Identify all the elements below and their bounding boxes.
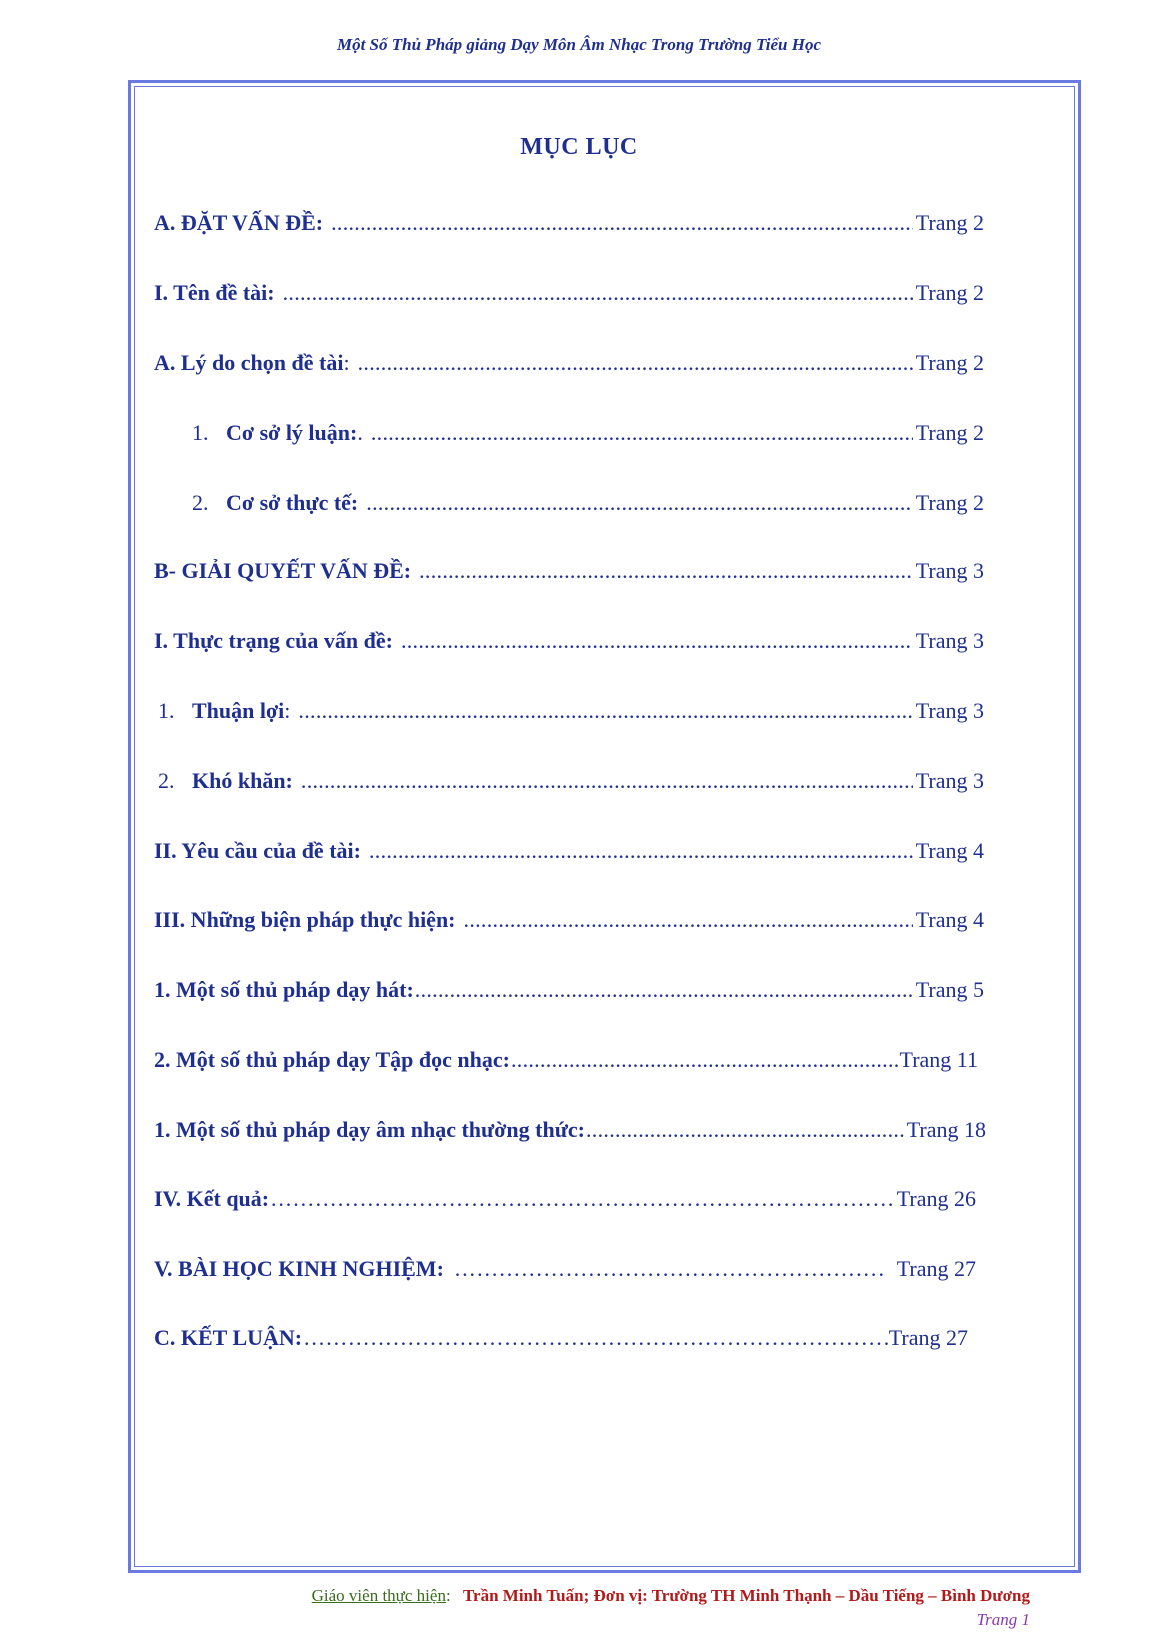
toc-leader-dots	[331, 210, 913, 236]
toc-entry-page: Trang 27	[896, 1256, 976, 1281]
toc-entry[interactable]	[154, 558, 984, 590]
toc-entry-label: I. Thực trạng của vấn đề:	[154, 628, 393, 653]
footer-value: Trần Minh Tuấn; Đơn vị: Trường TH Minh Thạnh – Dầu Tiếng – Bình Dương	[462, 1586, 1030, 1605]
toc-leader-dots	[358, 350, 913, 376]
toc-entry[interactable]	[192, 420, 984, 452]
toc-entry-page: Trang 3	[915, 628, 984, 653]
document-header-title: Một Số Thủ Pháp giảng Dạy Môn Âm Nhạc Trong Trường Tiểu Học	[336, 35, 822, 54]
toc-entry[interactable]	[154, 1325, 968, 1357]
toc-entry-label: I. Tên đề tài:	[154, 280, 275, 305]
toc-entry-page: Trang 18	[906, 1117, 986, 1142]
toc-entry[interactable]	[158, 698, 984, 730]
toc-entry-page: Trang 2	[915, 350, 984, 375]
toc-entry-label: Cơ sở thực tế:	[226, 490, 359, 515]
toc-entry-label: Cơ sở lý luận:	[226, 420, 358, 445]
toc-leader-dots	[298, 698, 912, 724]
toc-leader-dots	[366, 490, 912, 516]
toc-entry[interactable]	[154, 1047, 978, 1079]
toc-entry-label: II. Yêu cầu của đề tài:	[154, 838, 361, 863]
toc-entry-label: A. Lý do chọn đề tài	[154, 350, 344, 375]
toc-entry-label: III. Những biện pháp thực hiện:	[154, 907, 456, 932]
toc-entry-page: Trang 2	[915, 490, 984, 515]
toc-leader-dots	[511, 1047, 899, 1073]
footer-author-line	[312, 1586, 1030, 1606]
toc-entry-page: Trang 5	[915, 977, 984, 1002]
toc-entry-label: Thuận lợi	[192, 698, 285, 723]
toc-entry[interactable]	[154, 1186, 976, 1218]
toc-leader-dots	[283, 280, 913, 306]
toc-leader-dots	[419, 558, 913, 584]
toc-entry-page: Trang 2	[915, 280, 984, 305]
toc-entry-number: 1.	[192, 420, 209, 445]
toc-entry-page: Trang 4	[915, 838, 984, 863]
toc-entry[interactable]	[158, 768, 984, 800]
toc-entry-label: 2. Một số thủ pháp dạy Tập đọc nhạc:	[154, 1047, 510, 1072]
toc-leader-dots	[301, 768, 913, 794]
toc-entry-number: 2.	[158, 768, 175, 793]
toc-leader-dots	[415, 977, 915, 1003]
footer-page-number: Trang 1	[976, 1610, 1030, 1629]
toc-entry-page: Trang 11	[899, 1047, 978, 1072]
footer-label: Giáo viên thực hiện	[311, 1586, 446, 1605]
toc-entry[interactable]	[154, 210, 984, 242]
toc-entry-page: Trang 3	[915, 698, 984, 723]
toc-entry[interactable]	[154, 350, 984, 382]
toc-entry[interactable]	[154, 628, 984, 660]
toc-entry-suffix: :	[343, 350, 350, 375]
toc-entry-label: V. BÀI HỌC KINH NGHIỆM:	[154, 1256, 444, 1281]
toc-leader-dots	[303, 1325, 888, 1351]
toc-leader-dots	[464, 907, 913, 933]
footer-colon: :	[445, 1586, 451, 1605]
toc-entry[interactable]	[192, 490, 984, 522]
toc-entry[interactable]	[154, 280, 984, 312]
toc-entry-page: Trang 27	[888, 1325, 968, 1350]
toc-entry-label: 1. Một số thủ pháp dạy hát:	[154, 977, 414, 1002]
toc-entry-page: Trang 26	[896, 1186, 976, 1211]
toc-entry-label: A. ĐẶT VẤN ĐỀ:	[154, 210, 324, 235]
toc-entry-label: 1. Một số thủ pháp dạy âm nhạc thường thức:	[154, 1117, 585, 1142]
toc-entry-suffix: .	[357, 420, 363, 445]
toc-entry-page: Trang 4	[915, 907, 984, 932]
toc-leader-dots	[371, 420, 913, 446]
toc-entry-label: C. KẾT LUẬN:	[154, 1325, 303, 1350]
toc-entry-page: Trang 2	[915, 420, 984, 445]
toc-leader-dots	[401, 628, 913, 654]
toc-entry-page: Trang 3	[915, 768, 984, 793]
toc-entry-number: 2.	[192, 490, 209, 515]
toc-entry-page: Trang 3	[915, 558, 984, 583]
toc-leader-dots	[586, 1117, 906, 1143]
toc-entry-suffix: :	[284, 698, 291, 723]
toc-entry-label: Khó khăn:	[192, 768, 293, 793]
toc-entry[interactable]	[154, 1117, 986, 1149]
toc-entry[interactable]	[154, 907, 984, 939]
toc-entry-page: Trang 2	[915, 210, 984, 235]
toc-title: MỤC LỤC	[520, 134, 638, 160]
toc-leader-dots	[454, 1256, 883, 1282]
toc-leader-dots	[369, 838, 913, 864]
toc-leader-dots	[270, 1186, 896, 1212]
toc-entry[interactable]	[154, 977, 984, 1009]
toc-entry-number: 1.	[158, 698, 175, 723]
toc-entry-label: IV. Kết quả:	[154, 1186, 270, 1211]
toc-entry[interactable]	[154, 1256, 976, 1288]
toc-entry[interactable]	[154, 838, 984, 870]
toc-entry-label: B- GIẢI QUYẾT VẤN ĐỀ:	[154, 558, 412, 583]
